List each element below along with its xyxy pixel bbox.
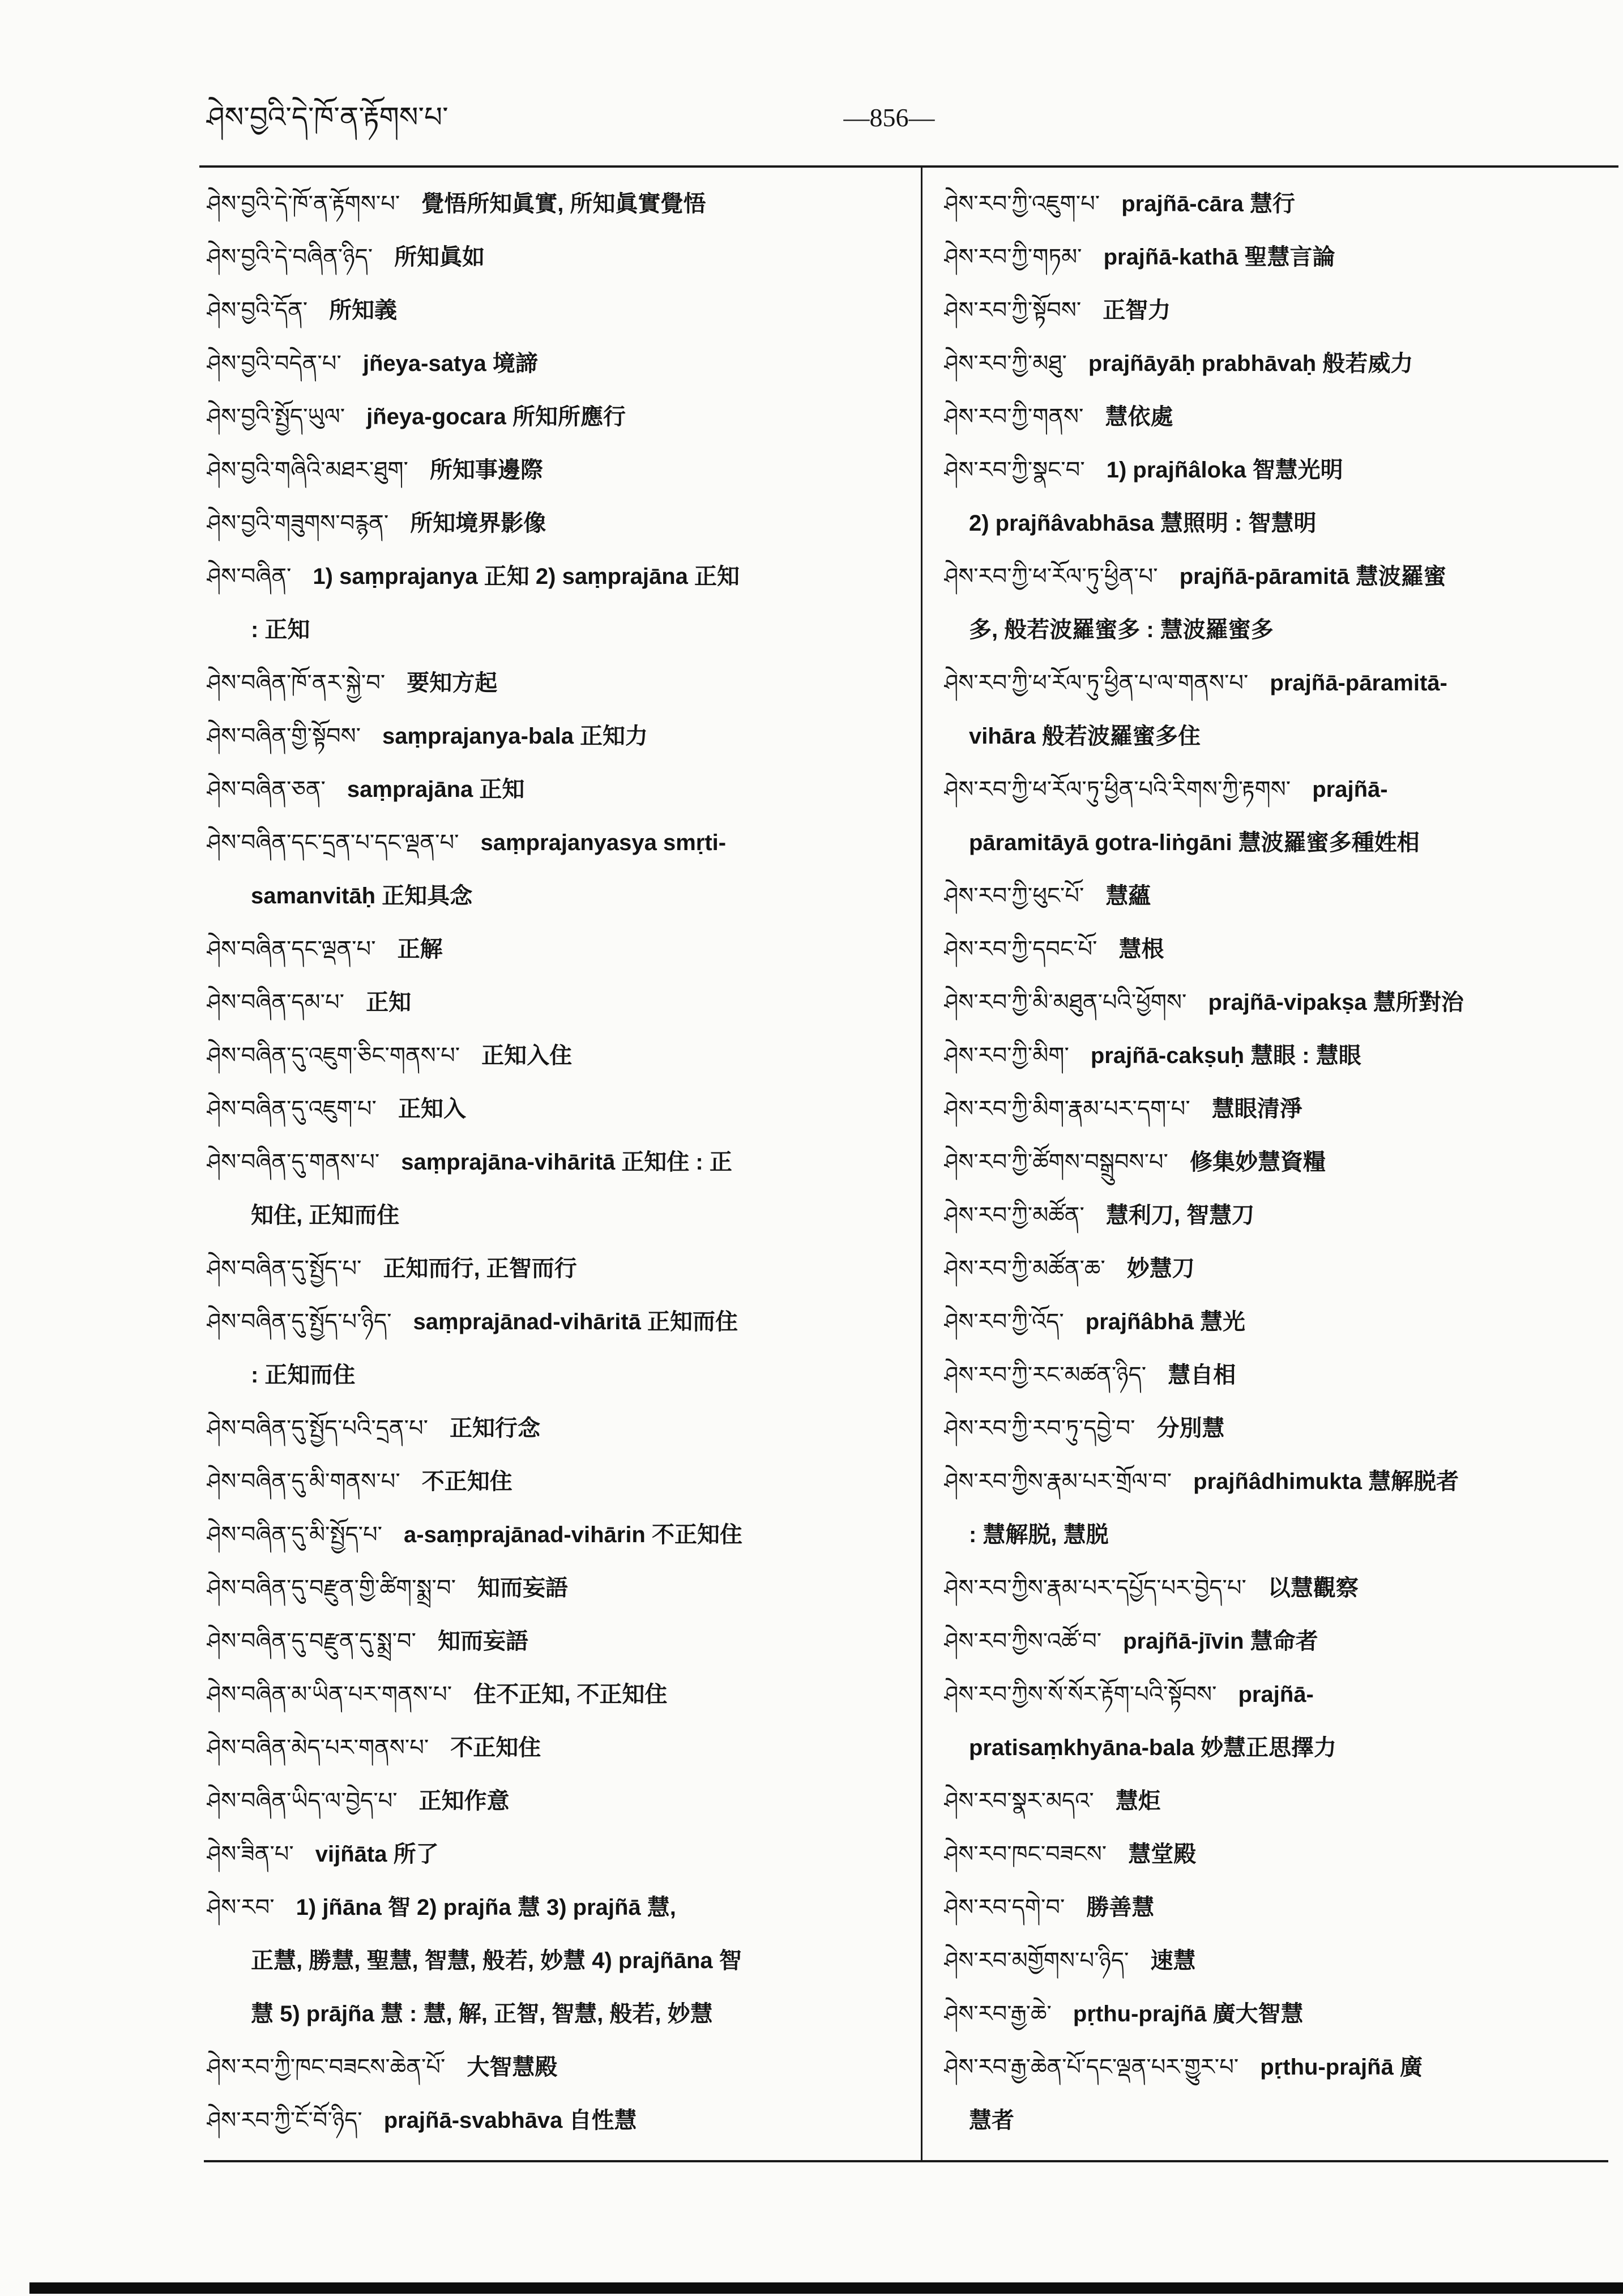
dictionary-entry [207,177,912,231]
entry-term: ཤེས་རབ་ཀྱི་རང་མཚན་ཉིད་ [944,1362,1147,1388]
entry-continuation-line [207,1987,912,2041]
entry-gloss: 1) jñāna 智 2) prajña 慧 3) prajñā 慧, [296,1895,676,1920]
dictionary-entry [207,1828,912,1881]
entry-continuation-line [207,603,912,656]
entry-continuation-line [944,816,1618,869]
entry-continuation: 慧 5) prājña 慧 : 慧, 解, 正智, 智慧, 般若, 妙慧 [251,2001,713,2026]
entry-term: ཤེས་རབ་ཀྱི་སྟོབས་ [944,297,1082,323]
entry-gloss: jñeya-satya 境諦 [362,351,538,376]
dictionary-entry [944,1295,1618,1348]
entry-gloss: 正知行念 [450,1416,541,1441]
dictionary-entry [944,284,1618,337]
entry-continuation-line [944,1721,1618,1774]
dictionary-entry [944,1029,1618,1082]
entry-term: ཤེས་རབ་ཀྱི་མིག་ [944,1043,1069,1069]
entry-term: ཤེས་རབ་ཀྱི་མི་མཐུན་པའི་ཕྱོགས་ [944,989,1187,1015]
entry-gloss: pṛthu-prajñā 廣大智慧 [1073,2001,1304,2026]
entry-term: ཤེས་རབ་ཀྱི་ཕ་རོལ་ཏུ་ཕྱིན་པ་ལ་གནས་པ་ [944,670,1249,696]
entry-continuation-line [944,710,1618,763]
page-number: —856— [843,103,935,132]
scan-edge-bar [29,2282,1623,2294]
dictionary-entry [944,1402,1618,1455]
entry-term: ཤེས་རབ་མགྱོགས་པ་ཉིད་ [944,1948,1129,1974]
entry-term: ཤེས་བྱའི་དེ་བཞིན་ཉིད་ [207,244,373,270]
footer-rule [204,2160,1608,2162]
entry-gloss: 覺悟所知眞實, 所知眞實覺悟 [421,191,706,216]
dictionary-entry [944,1136,1618,1189]
entry-gloss: saṃprajāna 正知 [347,777,525,802]
entry-gloss: 修集妙慧資糧 [1189,1150,1326,1175]
entry-gloss: 慧眼清淨 [1211,1096,1302,1121]
dictionary-entry [207,1402,912,1455]
dictionary-entry [944,976,1618,1029]
entry-continuation-line [207,1348,912,1402]
entry-gloss: vijñāta 所了 [315,1842,439,1867]
entry-gloss: 正知而行, 正智而行 [383,1256,577,1281]
dictionary-entry [207,1242,912,1295]
entry-term: ཤེས་རབ་ཀྱི་མིག་རྣམ་པར་དག་པ་ [944,1096,1190,1122]
dictionary-entry [207,1668,912,1721]
entry-term: ཤེས་རབ་ཀྱིས་འཚོ་བ་ [944,1628,1102,1654]
entry-continuation: 知住, 正知而住 [251,1203,400,1228]
dictionary-entry [944,1561,1618,1615]
dictionary-entry [944,1828,1618,1881]
dictionary-entry [944,1348,1618,1402]
dictionary-entry [207,1615,912,1668]
entry-gloss: 不正知住 [421,1469,512,1494]
entry-term: ཤེས་བཞིན་མེད་པར་གནས་པ་ [207,1735,429,1761]
entry-gloss: 慧堂殿 [1128,1842,1197,1867]
entry-continuation: : 慧解脱, 慧脱 [969,1522,1109,1547]
entry-gloss: 正知 [366,990,412,1015]
dictionary-entry [944,1455,1618,1508]
dictionary-entry [944,1668,1618,1721]
entry-term: ཤེས་བཞིན་དང་དྲན་པ་དང་ལྡན་པ་ [207,830,459,856]
entry-gloss: 妙慧刀 [1126,1256,1195,1281]
dictionary-entry [944,869,1618,923]
entry-continuation-line [207,1934,912,1987]
entry-term: ཤེས་བྱའི་གཞིའི་མཐར་ཐུག་ [207,457,408,483]
header-rule [199,165,1618,168]
dictionary-entry [944,390,1618,443]
entry-term: ཤེས་བཞིན་མ་ཡིན་པར་གནས་པ་ [207,1682,452,1708]
entry-term: ཤེས་རབ་དགེ་བ་ [944,1894,1065,1921]
entry-term: ཤེས་བཞིན་དུ་འཇུག་པ་ [207,1096,377,1122]
dictionary-entry [207,1136,912,1189]
dictionary-entry [944,337,1618,390]
entry-gloss: 知而妄語 [477,1576,568,1601]
entry-continuation: pāramitāyā gotra-liṅgāni 慧波羅蜜多種姓相 [969,830,1420,855]
left-column [207,177,912,2147]
entry-term: ཤེས་རབ་ཀྱི་མཚོན་ཆ་ [944,1256,1105,1282]
dictionary-entry [207,710,912,763]
dictionary-entry [944,1082,1618,1136]
dictionary-entry [207,1774,912,1828]
entry-term: ཤེས་བཞིན་དུ་བརྫུན་དུ་སྨྲ་བ་ [207,1628,416,1654]
dictionary-entry [944,231,1618,284]
dictionary-entry [944,656,1618,710]
entry-continuation-line [207,869,912,923]
entry-gloss: 所知眞如 [394,245,485,270]
dictionary-entry [944,1881,1618,1934]
entry-term: ཤེས་བཞིན་གྱི་སྟོབས་ [207,723,361,749]
entry-term: ཤེས་རབ་ཀྱི་ཕ་རོལ་ཏུ་ཕྱིན་པ་ [944,564,1158,590]
entry-term: ཤེས་བཞིན་དུ་མི་སྤྱོད་པ་ [207,1522,383,1548]
entry-gloss: 正知入住 [481,1043,573,1068]
dictionary-entry [944,443,1618,497]
entry-term: ཤེས་རབ་ཀྱི་ཁང་བཟངས་ཆེན་པོ་ [207,2054,446,2080]
dictionary-entry [944,763,1618,816]
entry-term: ཤེས་བཞིན་དུ་མི་གནས་པ་ [207,1469,400,1495]
entry-continuation: vihāra 般若波羅蜜多住 [969,724,1201,749]
entry-gloss: 大智慧殿 [467,2055,558,2080]
entry-gloss: 慧自相 [1168,1363,1236,1388]
entry-term: ཤེས་རབ་ཀྱི་ཕུང་པོ་ [944,883,1084,909]
entry-term: ཤེས་རབ་རྒྱ་ཆེན་པོ་དང་ལྡན་པར་གྱུར་པ་ [944,2054,1239,2080]
entry-continuation-line [944,603,1618,656]
entry-continuation: pratisaṃkhyāna-bala 妙慧正思擇力 [969,1735,1337,1760]
entry-gloss: 慧利刀, 智慧刀 [1105,1203,1255,1228]
entry-term: ཤེས་བཞིན་དུ་སྤྱོད་པ་ཉིད་ [207,1309,392,1335]
entry-gloss: prajñā-jīvin 慧命者 [1123,1629,1318,1654]
dictionary-entry [207,1508,912,1561]
dictionary-entry [944,1189,1618,1242]
dictionary-entry [207,497,912,550]
dictionary-entry [207,1721,912,1774]
entry-gloss: prajñāyāḥ prabhāvaḥ 般若威力 [1088,351,1413,376]
right-column [944,177,1618,2147]
dictionary-entry [944,1934,1618,1987]
entry-term: ཤེས་རབ་ཀྱི་ཕ་རོལ་ཏུ་ཕྱིན་པའི་རིགས་ཀྱི་རྟགས་ [944,776,1291,803]
entry-gloss: 要知方起 [407,671,498,695]
entry-continuation: 正慧, 勝慧, 聖慧, 智慧, 般若, 妙慧 4) prajñāna 智 [251,1948,742,1973]
dictionary-entry [944,177,1618,231]
dictionary-entry [944,923,1618,976]
dictionary-entry [207,656,912,710]
entry-gloss: 所知事邊際 [429,458,543,483]
entry-continuation-line [944,2094,1618,2147]
entry-gloss: prajñā-svabhāva 自性慧 [383,2108,637,2133]
entry-gloss: 住不正知, 不正知住 [473,1682,668,1707]
entry-gloss: prajñâbhā 慧光 [1085,1309,1246,1334]
dictionary-entry [944,1987,1618,2041]
entry-term: ཤེས་རབ་ཀྱིས་རྣམ་པར་གྲོལ་བ་ [944,1469,1172,1495]
entry-gloss: 分別慧 [1156,1416,1225,1441]
dictionary-entry [207,1082,912,1136]
entry-gloss: saṃprajanya-bala 正知力 [382,724,648,749]
entry-gloss: saṃprajanyasya smṛti- [480,830,727,855]
dictionary-entry [207,443,912,497]
entry-term: ཤེས་རབ་ [207,1894,275,1921]
entry-term: ཤེས་བྱའི་དེ་ཁོ་ན་རྟོགས་པ་ [207,191,400,217]
entry-gloss: prajñâdhimukta 慧解脱者 [1193,1469,1459,1494]
entry-gloss: prajñā-pāramitā- [1270,671,1447,695]
entry-term: ཤེས་བྱའི་བདེན་པ་ [207,351,341,377]
entry-gloss: 慧依處 [1105,404,1173,429]
entry-gloss: prajñā-vipakṣa 慧所對治 [1208,990,1464,1015]
entry-gloss: prajñā- [1238,1682,1314,1707]
dictionary-entry [944,1242,1618,1295]
entry-term: ཤེས་རབ་ཀྱི་གཏམ་ [944,244,1082,270]
entry-term: ཤེས་བཞིན་དུ་སྤྱོད་པ་ [207,1256,362,1282]
entry-term: ཤེས་རབ་སྣར་མདའ་ [944,1788,1094,1814]
entry-gloss: a-saṃprajānad-vihārin 不正知住 [404,1522,742,1547]
entry-term: ཤེས་བྱའི་སྤྱོད་ཡུལ་ [207,404,345,430]
dictionary-entry [944,1774,1618,1828]
entry-term: ཤེས་བཞིན་ཁོ་ནར་སྐྱེ་བ་ [207,670,386,696]
entry-continuation: 慧者 [969,2108,1014,2133]
entry-gloss: prajñā-kathā 聖慧言論 [1103,245,1335,270]
entry-term: ཤེས་བཞིན་ [207,564,292,590]
entry-term: ཤེས་བཞིན་དུ་གནས་པ་ [207,1149,380,1175]
entry-gloss: 勝善慧 [1086,1895,1155,1920]
dictionary-entry [207,1295,912,1348]
entry-term: ཤེས་བཞིན་དང་ལྡན་པ་ [207,936,376,962]
entry-gloss: jñeya-gocara 所知所應行 [366,404,626,429]
dictionary-entry [207,284,912,337]
entry-term: ཤེས་བྱའི་དོན་ [207,297,308,323]
entry-term: ཤེས་རབ་ཀྱི་དབང་པོ་ [944,936,1097,962]
dictionary-entry [207,2094,912,2147]
dictionary-entry [207,816,912,869]
dictionary-entry [207,337,912,390]
entry-continuation-line [944,497,1618,550]
entry-gloss: 所知境界影像 [410,511,546,536]
dictionary-entry [944,1615,1618,1668]
dictionary-entry [207,1561,912,1615]
entry-gloss: 1) prajñâloka 智慧光明 [1106,458,1343,483]
entry-term: ཤེས་བཞིན་ཅན་ [207,776,326,803]
entry-gloss: 正解 [397,937,443,962]
dictionary-entry [207,1455,912,1508]
dictionary-entry [207,390,912,443]
dictionary-entry [207,763,912,816]
dictionary-entry [207,550,912,603]
entry-term: ཤེས་བཞིན་ཡིད་ལ་བྱེད་པ་ [207,1788,398,1814]
entry-gloss: 正智力 [1103,298,1171,323]
dictionary-entry [944,550,1618,603]
entry-term: ཤེས་རབ་ཀྱི་ཚོགས་བསྒྲུབས་པ་ [944,1149,1168,1175]
entry-term: ཤེས་རབ་ཀྱི་སྣང་བ་ [944,457,1085,483]
dictionary-entry [944,2041,1618,2094]
entry-gloss: 速慧 [1150,1948,1196,1973]
entry-term: ཤེས་རབ་ཀྱིས་རྣམ་པར་དཔྱོད་པར་བྱེད་པ་ [944,1575,1246,1601]
entry-gloss: saṃprajāna-vihāritā 正知住 : 正 [401,1150,732,1175]
entry-continuation-line [207,1189,912,1242]
entry-gloss: 所知義 [329,298,398,323]
dictionary-entry [207,231,912,284]
entry-gloss: prajñā-cakṣuḥ 慧眼 : 慧眼 [1090,1043,1361,1068]
entry-gloss: 以慧觀察 [1267,1576,1359,1601]
entry-gloss: 慧炬 [1115,1789,1161,1813]
entry-term: ཤེས་རབ་ཀྱི་གནས་ [944,404,1084,430]
entry-continuation: samanvitāḥ 正知具念 [251,884,473,908]
entry-continuation-line [944,1508,1618,1561]
entry-term: ཤེས་རབ་ཀྱིས་སོ་སོར་རྟོག་པའི་སྟོབས་ [944,1682,1217,1708]
entry-gloss: 不正知住 [450,1735,541,1760]
entry-term: ཤེས་རབ་ཀྱི་མཐུ་ [944,351,1067,377]
column-divider [921,168,922,2161]
entry-term: ཤེས་རབ་ཀྱི་ངོ་བོ་ཉིད་ [207,2107,362,2133]
entry-term: ཤེས་བཞིན་དུ་སྤྱོད་པའི་དྲན་པ་ [207,1415,429,1441]
dictionary-entry [207,1881,912,1934]
dictionary-entry [207,976,912,1029]
entry-gloss: prajñā- [1312,777,1388,802]
entry-continuation: : 正知而住 [251,1363,356,1388]
entry-term: ཤེས་བྱའི་གཟུགས་བརྙན་ [207,510,389,536]
entry-term: ཤེས་རབ་ཀྱི་མཚོན་ [944,1202,1084,1228]
dictionary-entry [207,2041,912,2094]
entry-gloss: saṃprajānad-vihāritā 正知而住 [413,1309,738,1334]
entry-gloss: pṛthu-prajñā 廣 [1260,2055,1423,2080]
entry-gloss: 正知入 [398,1096,466,1121]
entry-term: ཤེས་བཞིན་དུ་འཇུག་ཅིང་གནས་པ་ [207,1043,460,1069]
entry-continuation: 多, 般若波羅蜜多 : 慧波羅蜜多 [969,617,1274,642]
entry-term: ཤེས་རབ་ཁང་བཟངས་ [944,1841,1107,1867]
entry-term: ཤེས་ཟིན་པ་ [207,1841,294,1867]
entry-term: ཤེས་རབ་ཀྱི་འོད་ [944,1309,1064,1335]
entry-term: ཤེས་རབ་ཀྱི་རབ་ཏུ་དབྱེ་བ་ [944,1415,1135,1441]
entry-gloss: 正知作意 [418,1789,510,1813]
entry-gloss: prajñā-pāramitā 慧波羅蜜 [1179,564,1446,589]
running-header: ཤེས་བྱའི་དེ་ཁོ་ན་རྟོགས་པ་ [207,101,449,134]
entry-gloss: prajñā-cāra 慧行 [1121,191,1295,216]
entry-term: ཤེས་རབ་ཀྱི་འཇུག་པ་ [944,191,1100,217]
entry-term: ཤེས་རབ་རྒྱ་ཆེ་ [944,2001,1052,2027]
entry-continuation: : 正知 [251,617,310,642]
entry-term: ཤེས་བཞིན་དམ་པ་ [207,989,345,1015]
entry-gloss: 慧蘊 [1105,884,1151,908]
entry-gloss: 1) saṃprajanya 正知 2) saṃprajāna 正知 [313,564,740,589]
dictionary-entry [207,923,912,976]
entry-gloss: 知而妄語 [437,1629,528,1654]
dictionary-entry [207,1029,912,1082]
entry-term: ཤེས་བཞིན་དུ་བརྫུན་གྱི་ཚིག་སྨྲ་བ་ [207,1575,456,1601]
entry-gloss: 慧根 [1118,937,1164,962]
entry-continuation: 2) prajñâvabhāsa 慧照明 : 智慧明 [969,511,1317,536]
